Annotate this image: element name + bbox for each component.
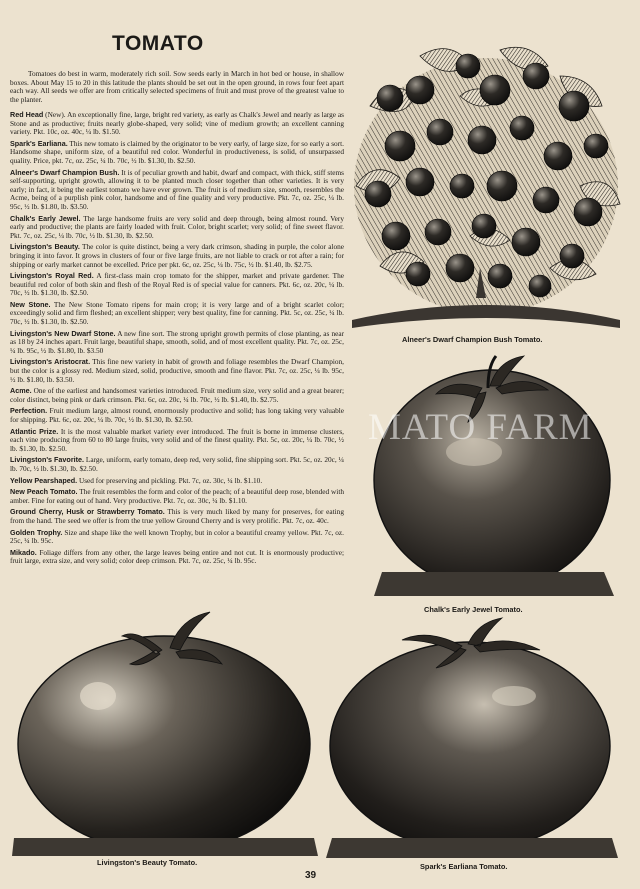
variety-description: (New). An exceptionally fine, large, bright red variety, as early as Chalk's Jewel and nearly as large as Stone and as productive; fruits nearly globe-shaped, very solid; vine of medium growth; an excellent canning variety. Pkt. 10c, oz. 40c, ¼ lb. $1.50. xyxy=(10,111,344,137)
variety-entry xyxy=(10,549,344,566)
page-title: TOMATO xyxy=(112,32,204,55)
variety-description: It is of peculiar growth and habit, dwarf and compact, with thick, stiff stems self-supporting, upright growth, allowing it to be planted much closer together than other varieties. It is very early; in fact, it being the earliest tomato we have ever grown. The fruit is of medium size, smooth, resembles the Acme, being of a purplish pink color, handsome and of fine quality and very productive. Pkt. 7c, oz. 25c, ¼ lb. 95c, ½ lb. $1.80, lb. $3.50. xyxy=(10,167,344,211)
variety-entry xyxy=(10,111,344,137)
variety-entry xyxy=(10,358,344,384)
variety-description: The fruit resembles the form and color of the peach; of a beautiful deep rose, blended with amber. Fine for eating out of hand. Very productive. Pkt. 7c, oz. 30c, ¼ lb. $1.10. xyxy=(10,487,344,505)
variety-entry xyxy=(10,428,344,454)
sparks-tomato-drawing xyxy=(326,616,620,860)
variety-entry xyxy=(10,330,344,356)
variety-description: This fine new variety in habit of growth and foliage resembles the Dwarf Champion, but the color is a glossy red. Medium sized, solid, productive, smooth and fine flavor. Pkt. 7c, oz. 25c, ¼ lb. 95c, ½ lb. $1.80, lb. $3.50. xyxy=(10,357,344,384)
variety-entry xyxy=(10,272,344,298)
variety-entry xyxy=(10,301,344,327)
variety-description: Large, uniform, early tomato, deep red, very solid, fine shipping sort. Pkt. 5c, oz. 20c, ¼ lb. 70c, ½ lb. $1.30, lb. $2.50. xyxy=(10,455,344,473)
variety-entry xyxy=(10,407,344,424)
watermark-text: MATO FARM xyxy=(368,407,593,448)
variety-entry xyxy=(10,387,344,404)
variety-name: Spark's Earliana. xyxy=(10,138,68,148)
variety-entry xyxy=(10,488,344,505)
variety-description: This new tomato is claimed by the originator to be very early, of large size, for so early a sort. Handsome shape, uniform size, of a beautiful red color. Wonderful in productiveness, is solid, of unsurpassed quality. Price, pkt. 7c, oz. 25c, ¼ lb. 70c, ½ lb. $1.30, lb. $2.50. xyxy=(10,138,344,165)
variety-description: A first-class main crop tomato for the shipper, market and private gardener. The beautiful red color of both skin and flesh of the Royal Red is of special value for canners. Pkt. 6c, oz. 20c, ¼ lb. 70c, ½ lb. $1.30, lb. $2.50. xyxy=(10,271,344,298)
livingstons-beauty-illustration xyxy=(12,606,318,858)
variety-entry xyxy=(10,529,344,546)
caption-dwarf-champion: Alneer's Dwarf Champion Bush Tomato. xyxy=(402,335,543,344)
variety-name: Livingston's Favorite. xyxy=(10,455,85,465)
chalks-tomato-drawing xyxy=(362,348,624,602)
variety-name: Perfection. xyxy=(10,406,48,416)
variety-description: The color is quite distinct, being a very dark crimson, shading in purple, the color alone bringing it into favor. It grows in clusters of four or five large fruits, are not liable to crack or rot after a rain; for shipping or early market cannot be excelled. Price per pkt. 6c, oz. 25c, ¼ lb. 75c, ½ lb. $1.40, lb. $2.75. xyxy=(10,242,344,269)
variety-name: Red Head xyxy=(10,111,44,119)
variety-entry xyxy=(10,169,344,212)
variety-entry xyxy=(10,508,344,525)
variety-description: Size and shape like the well known Trophy, but in color a beautiful creamy yellow. Pkt. 7c, oz. 25c, ¼ lb. 95c. xyxy=(10,527,344,546)
tomato-bush-drawing xyxy=(350,36,622,334)
chalks-early-jewel-illustration xyxy=(362,348,624,602)
variety-name: Ground Cherry, Husk or Strawberry Tomato. xyxy=(10,507,165,517)
variety-name: Yellow Pearshaped. xyxy=(10,475,78,485)
variety-description: The large handsome fruits are very solid and deep through, being almost round. Very early and productive; the plants are fairly loaded with fruit. Color, bright scarlet; very solid; of fine sweet flavor. Pkt. 7c, oz. 25c, ¼ lb. 70c, ½ lb. $1.30, lb. $2.50. xyxy=(10,213,344,240)
variety-list xyxy=(10,111,344,597)
caption-livingstons-beauty: Livingston's Beauty Tomato. xyxy=(97,858,198,867)
variety-entry xyxy=(10,243,344,269)
variety-name: Alneer's Dwarf Champion Bush. xyxy=(10,167,120,177)
livingstons-tomato-drawing xyxy=(12,606,318,858)
variety-name: New Stone. xyxy=(10,299,51,309)
variety-entry xyxy=(10,215,344,241)
variety-entry xyxy=(10,140,344,166)
caption-chalks-jewel: Chalk's Early Jewel Tomato. xyxy=(424,605,523,614)
variety-entry xyxy=(10,456,344,473)
sparks-earliana-illustration xyxy=(326,616,620,860)
dwarf-champion-bush-illustration xyxy=(350,36,622,334)
variety-name: Mikado. xyxy=(10,547,37,557)
variety-name: Chalk's Early Jewel. xyxy=(10,213,81,223)
variety-name: Acme. xyxy=(10,386,32,396)
variety-description: Used for preserving and pickling. Pkt. 7c, oz. 30c, ¼ lb. $1.10. xyxy=(78,475,263,485)
variety-description: The New Stone Tomato ripens for main crop; it is very large and of a bright scarlet color; exceedingly solid and firm fleshed; an excellent shipper; very best quality, fine for canning. Pkt. 5c, oz. 25c, ¼ lb. 70c, ½ lb. $1.30, lb. $2.50. xyxy=(10,299,344,327)
variety-name: Atlantic Prize. xyxy=(10,426,59,436)
variety-description: This is very much liked by many for preserves, for eating from the hand. The seed we offer is from the true yellow Ground Cherry and is very prolific. Pkt. 7c, oz. 40c. xyxy=(10,507,344,525)
variety-name: Livingston's Aristocrat. xyxy=(10,357,91,367)
variety-name: Livingston's Beauty. xyxy=(10,242,80,252)
variety-name: Livingston's New Dwarf Stone. xyxy=(10,328,116,338)
variety-description: A new fine sort. The strong upright growth permits of close planting, as near as 18 by 24 inches apart. Fruit large, beautiful shape, smooth, solid, and of most excellent quality. Pkt. 7c, oz. 25c, ¼ lb. 95c, ½ lb. $1.80, lb. $3.50 xyxy=(10,328,344,355)
variety-name: New Peach Tomato. xyxy=(10,487,78,497)
variety-name: Golden Trophy. xyxy=(10,527,63,537)
variety-name: Livingston's Royal Red. xyxy=(10,271,94,281)
variety-description: It is the most valuable market variety ever introduced. The fruit is borne in immense clusters, each vine producing from 60 to 80 large fruits, very solid and of the finest quality. Pkt. 5c, oz. 20c, ¼ lb. 70c, ½ lb. $1.30, lb. $2.50. xyxy=(10,426,344,453)
page-number: 39 xyxy=(305,870,317,881)
variety-description: Fruit medium large, almost round, enormously productive and solid; has long taking very valuable for shipping. Pkt. 6c, oz. 20c, ¼ lb. 70c, ½ lb. $1.30, lb. $2.50. xyxy=(10,406,344,424)
variety-description: One of the earliest and handsomest varieties introduced. Fruit medium size, very solid and a great bearer; color distinct, being pink or dark crimson. Pkt. 6c, oz. 20c, ¼ lb. 70c, ½ lb. $1.40, lb. $2.75. xyxy=(10,386,344,404)
variety-description: Foliage differs from any other, the large leaves being entire and not cut. It is enormously productive; fruit large, extra size, and very solid; color deep crimson. Pkt. 7c, oz. 25c, ¼ lb. 95c. xyxy=(10,547,344,566)
caption-sparks-earliana: Spark's Earliana Tomato. xyxy=(420,862,508,871)
variety-entry xyxy=(10,477,344,486)
intro-paragraph: Tomatoes do best in warm, moderately rich soil. Sow seeds early in March in hot bed or house, in shallow boxes. About May 15 to 20 in this latitude the plants should be set out in the open ground, in rows four feet apart each way. All seeds we offer are from critically selected specimens of fruit and must prove of the greatest value to the planter. xyxy=(10,69,344,105)
